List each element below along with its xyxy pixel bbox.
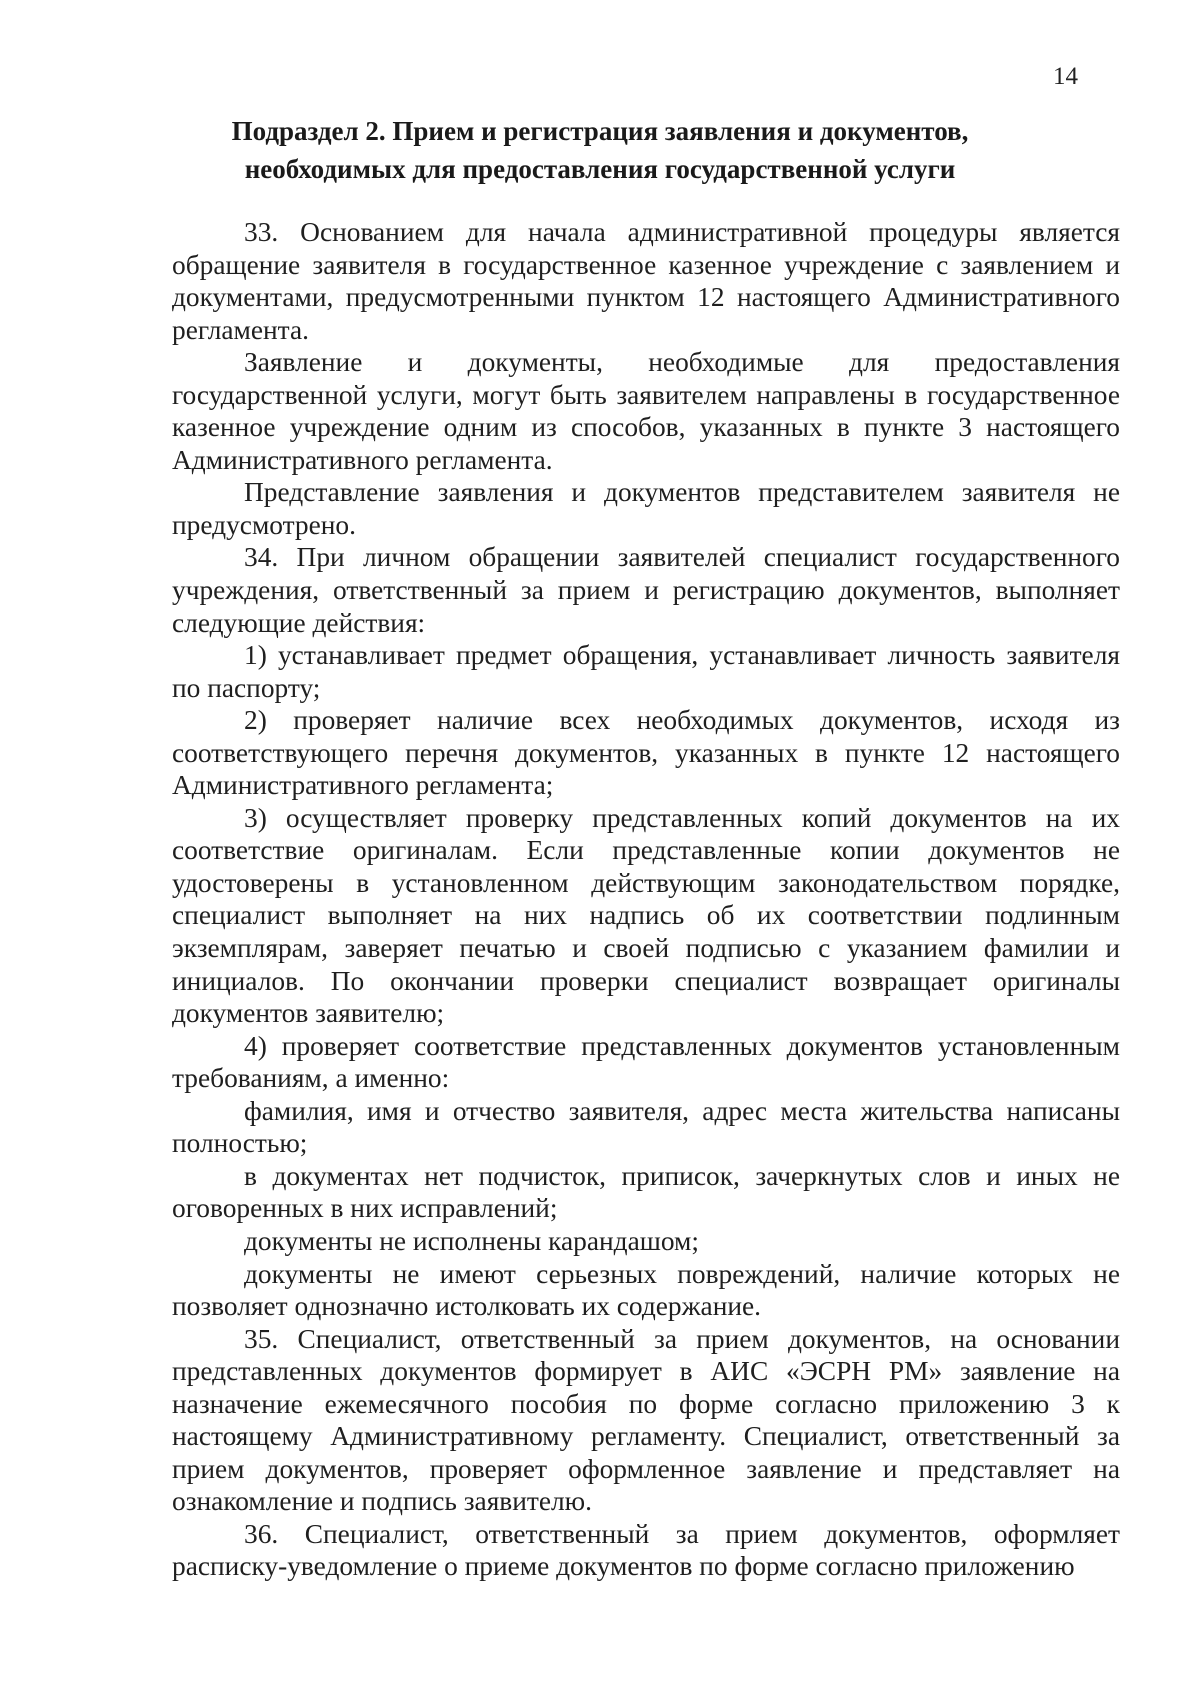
list-item-4: 4) проверяет соответствие представленных документов установленным требованиям, а именно: [172, 1030, 1120, 1094]
paragraph-34: 34. При личном обращении заявителей специалист государственного учреждения, ответственный за прием и регистрацию документов, выполняет следующие действия: [172, 542, 1120, 638]
list-item-3: 3) осуществляет проверку представленных копий документов на их соответствие оригиналам. Если представленные копии документов не удостоверены в установленном действующим законодательством порядке, специалист выполняет на них надпись об их соответствии подлинным экземплярам, заверяет печатью и своей подписью с указанием фамилии и инициалов. По окончании проверки специалист возвращает оригиналы документов заявителю; [172, 802, 1120, 1029]
section-heading-line: необходимых для предоставления государственной услуги [244, 154, 956, 184]
paragraph: Заявление и документы, необходимые для предоставления государственной услуги, могут быть заявителем направлены в государственное казенное учреждение одним из способов, указанных в пункте 3 настоящего Административного регламента. [172, 347, 1120, 475]
section-heading [160, 112, 1040, 188]
paragraph-35: 35. Специалист, ответственный за прием документов, на основании представленных документов формирует в АИС «ЭСРН РМ» заявление на назначение ежемесячного пособия по форме согласно приложению 3 к настоящему Административному регламенту. Специалист, ответственный за прием документов, проверяет оформленное заявление и представляет на ознакомление и подпись заявителю. [172, 1323, 1120, 1517]
requirement-item: документы не исполнены карандашом; [244, 1225, 699, 1256]
list-item-1: 1) устанавливает предмет обращения, устанавливает личность заявителя по паспорту; [172, 640, 1120, 703]
section-heading-line: Подраздел 2. Прием и регистрация заявления и документов, [231, 116, 969, 146]
page-number: 14 [1053, 63, 1078, 90]
paragraph-33: 33. Основанием для начала административной процедуры является обращение заявителя в государственное казенное учреждение с заявлением и документами, предусмотренными пунктом 12 настоящего Административного регламента. [172, 217, 1120, 345]
document-body [172, 216, 1120, 1583]
requirement-item: в документах нет подчисток, приписок, зачеркнутых слов и иных не оговоренных в них исправлений; [172, 1160, 1120, 1224]
paragraph-36: 36. Специалист, ответственный за прием документов, оформляет расписку-уведомление о приеме документов по форме согласно приложению [172, 1518, 1120, 1582]
list-item-2: 2) проверяет наличие всех необходимых документов, исходя из соответствующего перечня документов, указанных в пункте 12 настоящего Административного регламента; [172, 705, 1120, 801]
requirement-item: документы не имеют серьезных повреждений, наличие которых не позволяет однозначно истолковать их содержание. [172, 1258, 1120, 1322]
paragraph: Представление заявления и документов представителем заявителя не предусмотрено. [172, 477, 1120, 540]
requirement-item: фамилия, имя и отчество заявителя, адрес места жительства написаны полностью; [172, 1095, 1120, 1159]
